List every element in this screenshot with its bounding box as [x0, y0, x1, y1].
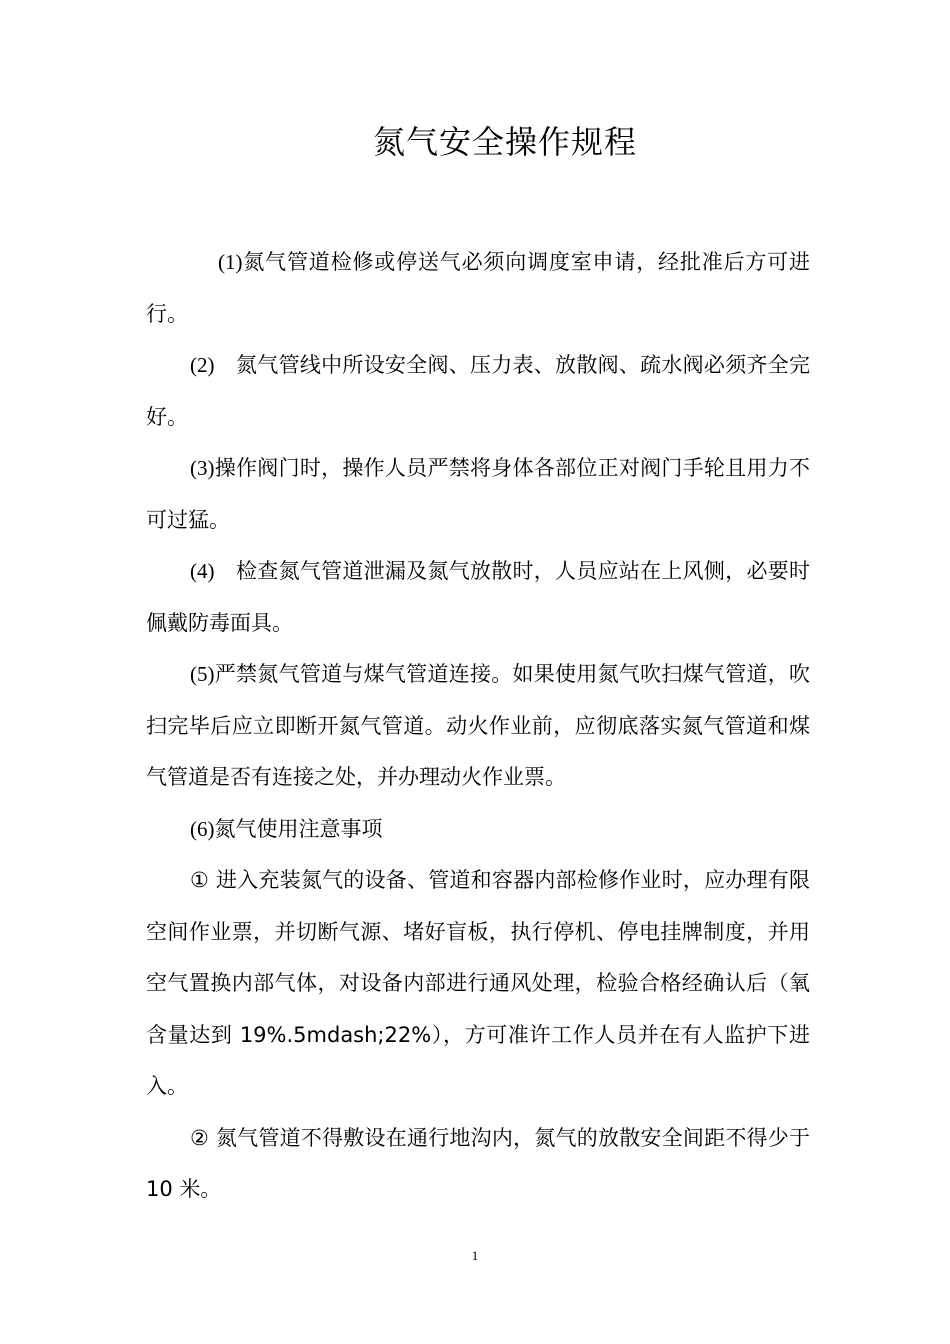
paragraph-8-number: ②: [190, 1125, 210, 1150]
paragraph-6-number: (6): [190, 816, 215, 841]
paragraph-8: [146, 1113, 810, 1216]
paragraph-4-text: 检查氮气管道泄漏及氮气放散时，人员应站在上风侧，必要时佩戴防毒面具。: [146, 559, 810, 635]
paragraph-4-number: (4): [190, 559, 215, 583]
paragraph-4: [146, 546, 810, 649]
paragraph-2: [146, 340, 810, 443]
page-number: 1: [471, 1248, 479, 1263]
paragraph-6: [146, 804, 810, 856]
paragraph-7-text: 进入充装氮气的设备、管道和容器内部检修作业时，应办理有限空间作业票，并切断气源、堵好盲板，执行停机、停电挂牌制度，并用空气置换内部气体，对设备内部进行通风处理，检验合格经确认后（氧含量达到 19%.5mdash;22%），方可准许工作人员并在有人监护下进入。: [146, 868, 810, 1098]
paragraph-5: [146, 649, 810, 804]
paragraph-1: [146, 237, 810, 340]
paragraph-8-text: 氮气管道不得敷设在通行地沟内，氮气的放散安全间距不得少于 10 米。: [146, 1125, 810, 1201]
document-body: [146, 237, 810, 1216]
paragraph-2-number: (2): [190, 353, 215, 377]
paragraph-2-text: 氮气管线中所设安全阀、压力表、放散阀、疏水阀必须齐全完好。: [146, 353, 810, 429]
paragraph-7-number: ①: [190, 868, 210, 892]
paragraph-3: [146, 443, 810, 546]
paragraph-3-text: 操作阀门时，操作人员严禁将身体各部位正对阀门手轮且用力不可过猛。: [146, 456, 810, 532]
paragraph-7: [146, 855, 810, 1113]
paragraph-5-number: (5): [190, 662, 215, 686]
paragraph-6-text: 氮气使用注意事项: [214, 816, 383, 841]
paragraph-3-number: (3): [190, 456, 215, 480]
paragraph-1-number: (1): [218, 250, 243, 274]
document-title: 氮气安全操作规程: [372, 123, 637, 161]
paragraph-1-text: 氮气管道检修或停送气必须向调度室申请，经批准后方可进行。: [146, 250, 810, 326]
paragraph-5-text: 严禁氮气管道与煤气管道连接。如果使用氮气吹扫煤气管道，吹扫完毕后应立即断开氮气管道。动火作业前，应彻底落实氮气管道和煤气管道是否有连接之处，并办理动火作业票。: [146, 662, 810, 789]
